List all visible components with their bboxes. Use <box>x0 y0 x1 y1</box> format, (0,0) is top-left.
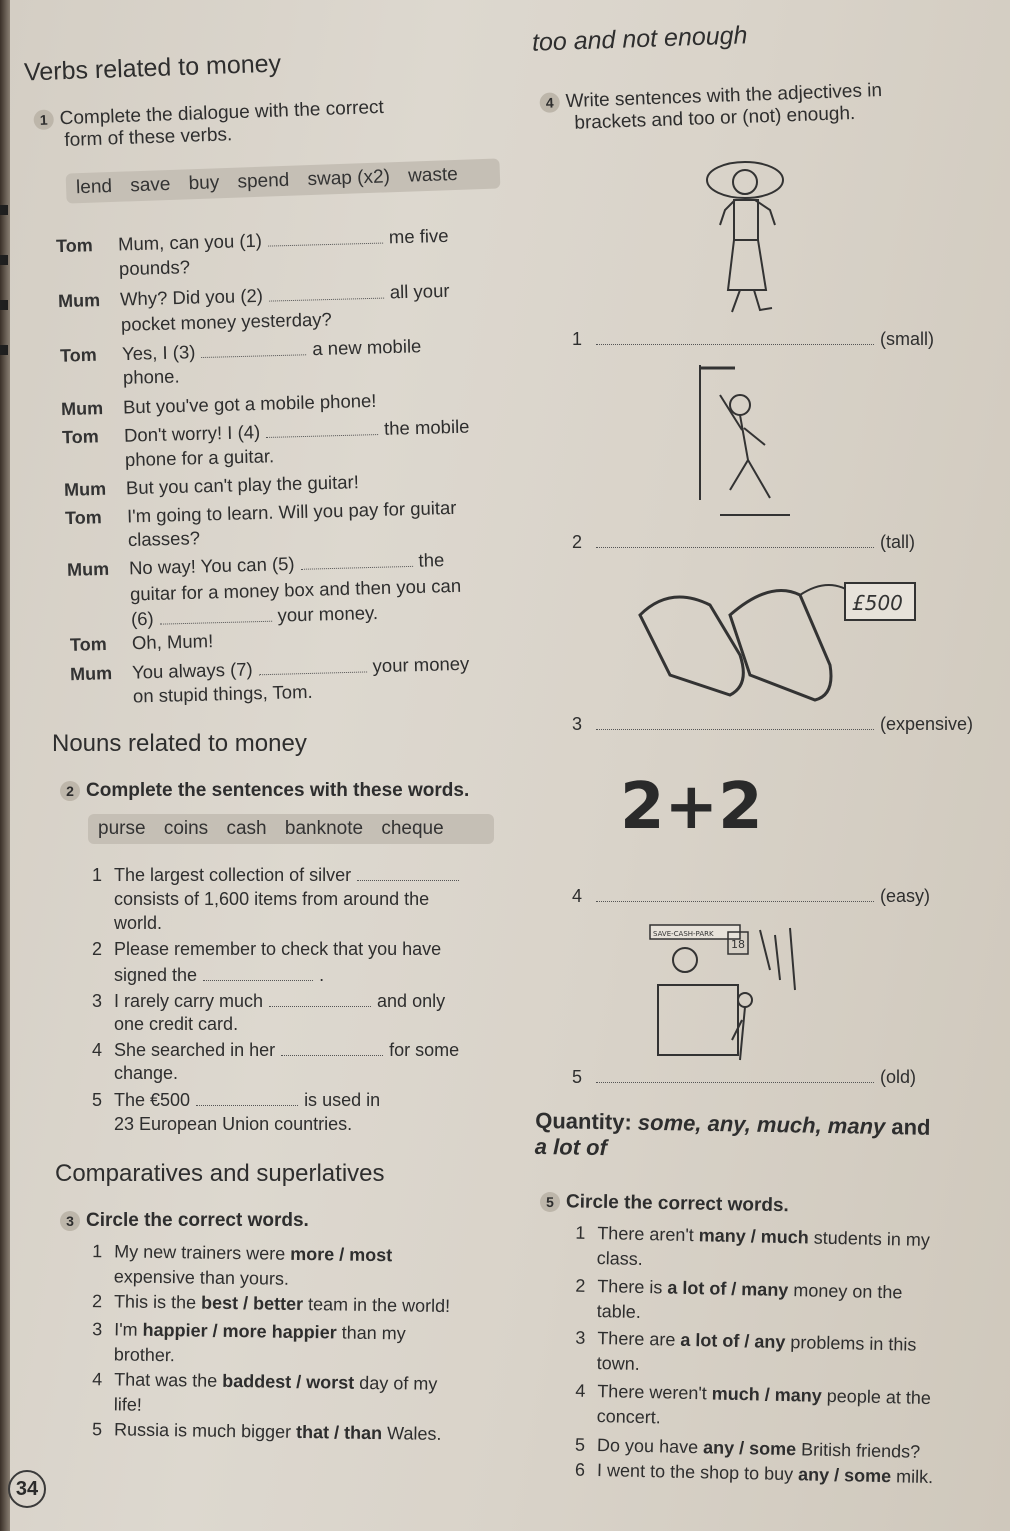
side-tab-mark <box>0 345 8 355</box>
answer-line <box>572 327 992 352</box>
dialogue-line <box>57 254 191 283</box>
item-number: 3 <box>92 1319 103 1340</box>
price-tag-text: £500 <box>852 591 903 615</box>
speaker-label <box>68 601 130 603</box>
section-title-verbs: Verbs related to money <box>23 49 282 87</box>
speaker-label: Tom <box>59 344 97 366</box>
sentence-text: She searched in her <box>114 1040 276 1060</box>
section-title-comparatives: Comparatives and superlatives <box>55 1160 385 1187</box>
circle-item <box>575 1326 996 1385</box>
dialogue-text: phone for a guitar. <box>124 445 275 471</box>
exercise-number: 5 <box>540 1192 560 1212</box>
word-choice: more / most <box>290 1243 393 1266</box>
exercise-5-instruction <box>540 1191 789 1217</box>
instruction-text: Complete the sentences with these words. <box>86 780 470 801</box>
sentence-text: signed the <box>114 965 198 985</box>
circle-item <box>92 1417 512 1448</box>
side-tab-mark <box>0 255 8 265</box>
car-park-illustration <box>640 920 820 1070</box>
sign-number: 18 <box>731 938 745 951</box>
sentence-line <box>92 1061 178 1086</box>
sentence-line <box>92 911 162 936</box>
word-choice: any / some <box>797 1464 892 1487</box>
sentence-text: students in my <box>808 1227 931 1251</box>
item-number: 1 <box>92 1241 103 1262</box>
sign-text: SAVE-CASH-PARK <box>653 930 714 938</box>
answer-line <box>572 884 992 909</box>
item-number: 4 <box>575 1380 586 1401</box>
exercise-number: 4 <box>539 92 560 113</box>
answer-blank <box>596 1068 874 1083</box>
dialogue-line <box>60 333 422 368</box>
noun-word-box <box>88 814 494 844</box>
sentence-text: I rarely carry much <box>114 991 264 1011</box>
dialogue-text: Don't worry! I (4) <box>123 421 261 446</box>
word-choice: a lot of / any <box>680 1329 786 1353</box>
dialogue-line <box>66 525 201 554</box>
item-number: 2 <box>572 532 583 552</box>
speaker-label <box>59 331 121 333</box>
exercise-1-instruction <box>33 97 385 153</box>
sentence-line <box>92 988 445 1014</box>
speaker-label <box>66 546 128 548</box>
sentence-text: life! <box>113 1394 143 1415</box>
sentence-text: class. <box>596 1248 644 1270</box>
sum-text: 2+2 <box>620 770 763 840</box>
speaker-label: Mum <box>69 663 113 685</box>
sentence-text: There aren't <box>597 1223 700 1246</box>
sentence-text: and only <box>377 991 446 1011</box>
sentence-text: table. <box>596 1301 642 1322</box>
page-number: 34 <box>8 1470 46 1508</box>
book-spine <box>0 0 10 1531</box>
verb-word-box <box>66 158 501 203</box>
exercise-number: 2 <box>60 781 80 801</box>
dialogue-text: Yes, I (3) <box>121 341 196 365</box>
sentence-line <box>92 1087 380 1113</box>
sentence-text: Please remember to check that you have <box>114 939 442 959</box>
answer-blank <box>300 548 412 570</box>
adjective-hint: (expensive) <box>880 714 974 734</box>
answer-line <box>572 1065 992 1090</box>
dialogue-text: the <box>418 549 445 571</box>
title-part: and <box>885 1114 931 1140</box>
sentence-text: The €500 <box>114 1090 191 1110</box>
dialogue-text: I'm going to learn. Will you pay for guitar <box>126 496 457 527</box>
sentence-text: consists of 1,600 items from around the <box>114 889 430 909</box>
speaker-label: Tom <box>69 633 107 655</box>
dialogue-text: me five <box>388 224 449 248</box>
answer-blank <box>596 533 874 548</box>
title-part: Quantity: <box>535 1107 639 1135</box>
sum-illustration <box>620 770 820 840</box>
sentence-line <box>92 862 465 888</box>
sentence-line <box>92 887 429 912</box>
item-number: 5 <box>91 1419 103 1440</box>
speaker-label: Mum <box>66 558 110 580</box>
shoes-illustration <box>630 575 930 705</box>
answer-blank <box>268 225 383 247</box>
word-choice: that / than <box>295 1421 383 1444</box>
dialogue-line <box>61 363 180 392</box>
answer-blank <box>196 1087 298 1106</box>
speaker-label: Mum <box>63 478 107 500</box>
word-chip: swap (x2) <box>307 166 391 191</box>
sentence-text: town. <box>596 1353 641 1374</box>
dialogue-text: a new mobile <box>312 335 422 360</box>
speaker-label <box>63 466 125 468</box>
answer-blank <box>258 653 366 675</box>
dialogue-text: all your <box>389 279 450 303</box>
answer-blank <box>281 1037 383 1056</box>
sentence-text: for some <box>389 1040 460 1060</box>
dialogue-text: guitar for a money box and then you can <box>129 574 462 605</box>
sentence-text: than my <box>336 1322 406 1344</box>
sentence-text: There weren't <box>597 1381 712 1404</box>
sentence-text: change. <box>114 1063 179 1083</box>
item-number: 3 <box>92 991 103 1011</box>
dialogue-text: But you can't play the guitar! <box>125 471 360 499</box>
sentence-line <box>92 1112 352 1137</box>
word-chip: lend <box>75 175 113 199</box>
sentence-text: Do you have <box>596 1435 704 1458</box>
answer-line <box>572 712 992 737</box>
sentence-line <box>92 962 324 988</box>
dialogue-text: pocket money yesterday? <box>120 308 333 335</box>
dialogue-text: phone. <box>122 365 180 388</box>
dialogue-text: your money <box>372 652 470 677</box>
item-number: 5 <box>572 1067 583 1087</box>
word-choice: any / some <box>702 1437 797 1460</box>
exercise-number: 1 <box>33 109 54 130</box>
answer-blank <box>596 887 874 902</box>
word-chip: waste <box>407 163 459 187</box>
sentence-line <box>92 1012 238 1037</box>
word-chip: cheque <box>381 818 444 839</box>
item-number: 1 <box>92 865 103 885</box>
instruction-text: brackets and too or (not) enough. <box>574 102 856 134</box>
dialogue-text: the mobile <box>383 415 470 439</box>
dialogue-text: But you've got a mobile phone! <box>122 389 377 418</box>
word-choice: much / many <box>711 1383 823 1406</box>
dialogue-text: on stupid things, Tom. <box>132 680 313 707</box>
answer-blank <box>201 336 306 358</box>
dialogue-text: your money. <box>277 601 379 626</box>
adjective-hint: (easy) <box>880 886 931 906</box>
word-choice: baddest / worst <box>222 1370 355 1393</box>
dialogue-line <box>71 679 313 711</box>
title-part: a lot of <box>534 1133 608 1161</box>
item-number: 5 <box>574 1434 586 1455</box>
answer-blank <box>159 603 271 625</box>
sentence-text: one credit card. <box>114 1014 239 1034</box>
sentence-line <box>92 1037 459 1063</box>
sentence-text: problems in this <box>785 1332 917 1355</box>
dialogue-text: You always (7) <box>131 658 253 683</box>
adjective-hint: (small) <box>880 329 934 349</box>
sentence-text: There are <box>597 1328 681 1350</box>
item-number: 4 <box>572 886 583 906</box>
word-choice: best / better <box>200 1292 304 1315</box>
dialogue-text: Why? Did you (2) <box>119 284 264 310</box>
sentence-text: This is the <box>113 1291 202 1313</box>
instruction-text: Complete the dialogue with the correct <box>59 96 385 130</box>
speaker-label <box>69 625 131 627</box>
sentence-text: brother. <box>113 1344 176 1366</box>
speaker-label: Tom <box>61 426 99 448</box>
word-chip: purse <box>98 818 146 839</box>
sentence-text: Russia is much bigger <box>113 1419 297 1442</box>
circle-item <box>92 1317 513 1373</box>
sentence-text: milk. <box>890 1466 934 1488</box>
section-title-too-enough: too and not enough <box>531 21 748 57</box>
sentence-text: I went to the shop to buy <box>596 1460 799 1485</box>
small-girl-illustration <box>690 150 810 320</box>
answer-blank <box>596 715 874 730</box>
instruction-text: form of these verbs. <box>64 124 233 152</box>
section-title-nouns: Nouns related to money <box>52 730 307 757</box>
sentence-text: I'm <box>114 1319 143 1340</box>
answer-blank <box>203 962 313 981</box>
item-number: 3 <box>575 1327 586 1348</box>
sentence-text: people at the <box>821 1385 932 1409</box>
circle-item <box>92 1367 513 1423</box>
sentence-text: expensive than yours. <box>113 1266 290 1289</box>
title-part: some, any, much, many <box>637 1109 886 1140</box>
adjective-hint: (tall) <box>880 532 915 552</box>
sentence-line <box>92 937 441 962</box>
word-choice: many / much <box>698 1225 810 1248</box>
dialogue-text: Oh, Mum! <box>131 630 214 654</box>
tall-shelf-illustration <box>690 360 810 520</box>
exercise-3-instruction <box>60 1210 309 1232</box>
dialogue-line <box>56 223 449 259</box>
dialogue-text: Mum, can you (1) <box>117 229 263 255</box>
sentence-text: concert. <box>596 1406 662 1428</box>
word-chip: buy <box>188 172 220 195</box>
answer-blank <box>269 988 371 1007</box>
sentence-text: The largest collection of silver <box>114 865 352 885</box>
circle-item <box>92 1289 512 1320</box>
section-title-quantity <box>535 1108 1006 1168</box>
item-number: 2 <box>92 939 103 959</box>
exercise-number: 3 <box>60 1211 80 1231</box>
item-number: 3 <box>572 714 583 734</box>
speaker-label: Tom <box>55 235 93 257</box>
dialogue-line <box>63 443 275 475</box>
dialogue-text: (6) <box>130 607 154 630</box>
sentence-text: . <box>319 965 325 985</box>
sentence-text: day of my <box>354 1372 438 1394</box>
circle-item <box>575 1379 996 1438</box>
side-tab-mark <box>0 205 8 215</box>
speaker-label <box>61 384 123 386</box>
dialogue-text: No way! You can (5) <box>128 552 295 579</box>
speaker-label <box>57 275 119 277</box>
speaker-label: Mum <box>60 398 104 420</box>
item-number: 2 <box>91 1291 103 1312</box>
answer-blank <box>269 280 384 302</box>
circle-item <box>575 1274 996 1333</box>
item-number: 4 <box>92 1040 103 1060</box>
item-number: 4 <box>92 1369 103 1390</box>
answer-blank <box>266 416 378 438</box>
exercise-4-instruction <box>539 80 883 136</box>
circle-item <box>575 1221 996 1280</box>
sentence-text: money on the <box>788 1280 903 1303</box>
item-number: 5 <box>92 1090 103 1110</box>
item-number: 6 <box>574 1459 586 1480</box>
dialogue-text: pounds? <box>118 256 191 280</box>
side-tab-mark <box>0 300 8 310</box>
word-chip: cash <box>226 818 267 839</box>
sentence-text: That was the <box>114 1369 223 1391</box>
sentence-text: 23 European Union countries. <box>114 1114 353 1134</box>
speaker-label: Tom <box>64 507 102 529</box>
word-choice: happier / more happier <box>142 1319 337 1343</box>
sentence-text: team in the world! <box>302 1294 451 1317</box>
dialogue-line <box>70 628 214 658</box>
answer-blank <box>357 862 459 881</box>
answer-blank <box>596 330 874 345</box>
instruction-text: Circle the correct words. <box>86 1210 309 1231</box>
speaker-label <box>71 703 133 705</box>
sentence-text: world. <box>114 913 163 933</box>
item-number: 2 <box>575 1275 586 1296</box>
word-chip: coins <box>163 818 209 839</box>
word-choice: a lot of / many <box>667 1277 789 1301</box>
answer-line <box>572 530 992 555</box>
circle-item <box>92 1239 513 1295</box>
instruction-text: Write sentences with the adjectives in <box>565 80 883 113</box>
sentence-text: There is <box>597 1276 668 1298</box>
sentence-text: is used in <box>304 1090 381 1110</box>
adjective-hint: (old) <box>880 1067 917 1087</box>
instruction-text: Circle the correct words. <box>565 1191 789 1217</box>
item-number: 1 <box>575 1222 586 1243</box>
word-chip: save <box>129 173 171 197</box>
word-chip: banknote <box>284 818 364 839</box>
dialogue-text: classes? <box>127 527 201 551</box>
speaker-label: Mum <box>57 290 101 312</box>
item-number: 1 <box>572 329 583 349</box>
sentence-text: My new trainers were <box>114 1241 291 1264</box>
sentence-text: British friends? <box>795 1439 921 1462</box>
word-chip: spend <box>237 169 290 193</box>
sentence-text: Wales. <box>381 1423 442 1444</box>
exercise-2-instruction <box>60 780 469 802</box>
